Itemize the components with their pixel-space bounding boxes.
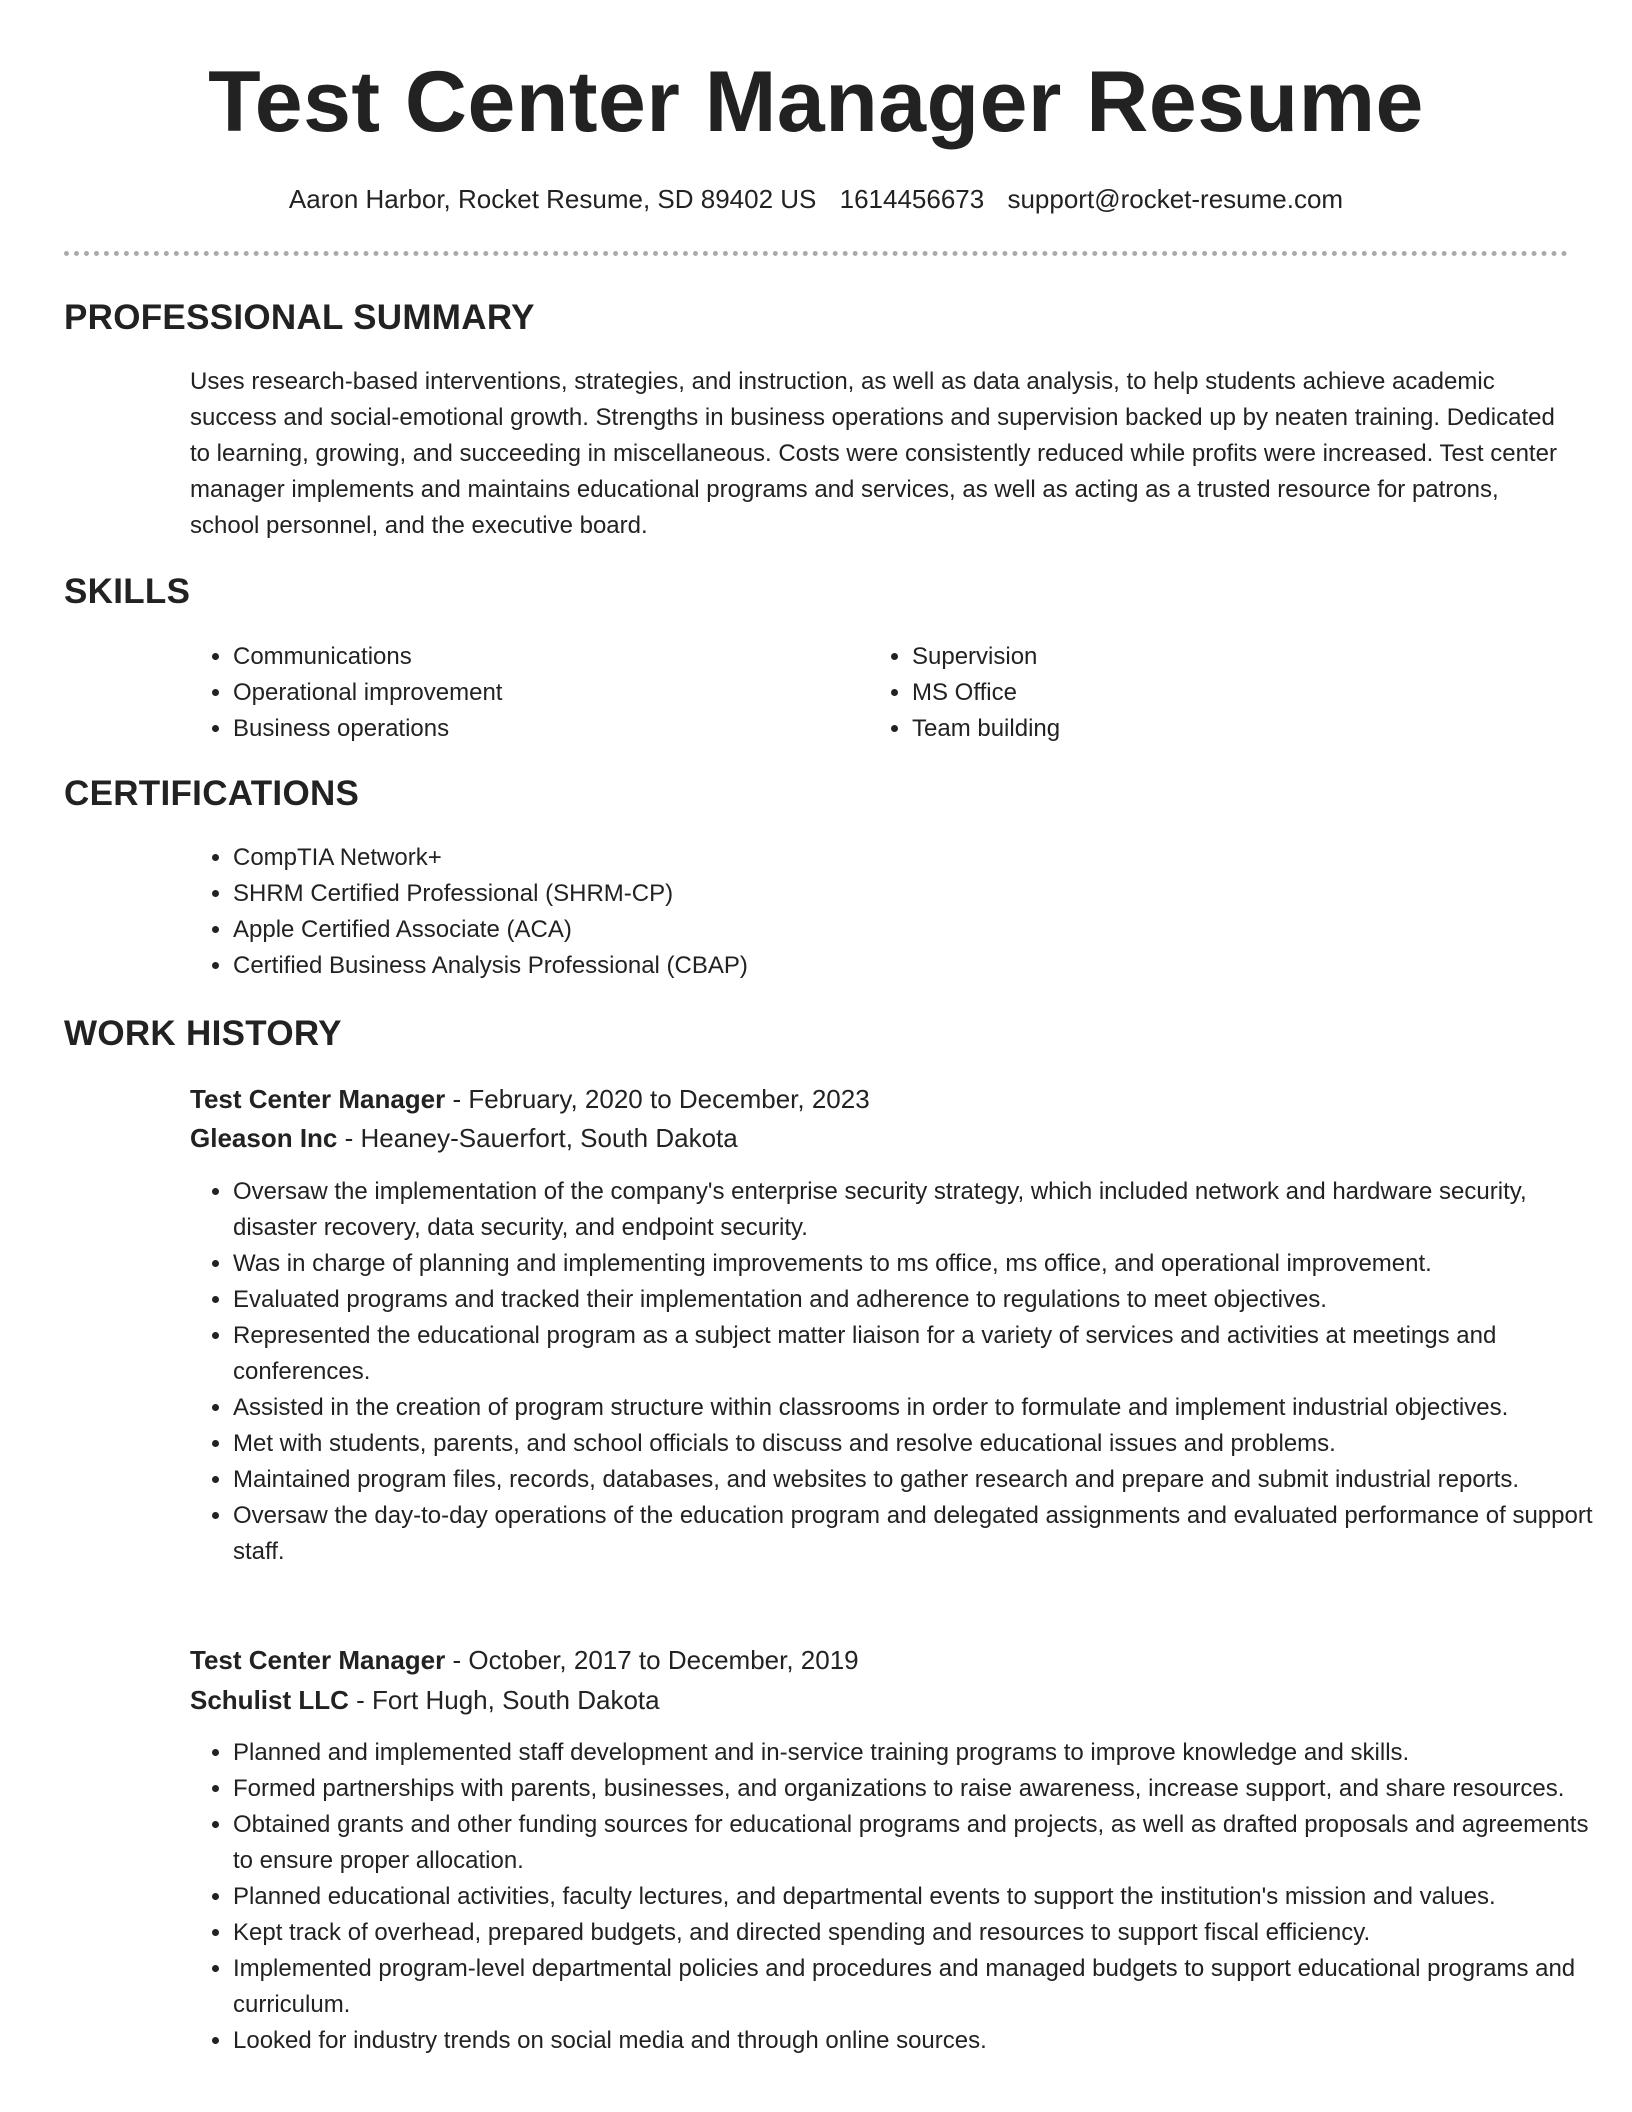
skill-item: • Operational improvement [233,675,833,711]
job-bullet: • Oversaw the day-to-day operations of the education program and delegated assignments and evaluated performance of support staff. [233,1498,1613,1570]
skills-list-left [190,639,833,747]
job-bullet: • Kept track of overhead, prepared budgets, and directed spending and resources to support fiscal efficiency. [233,1915,1613,1951]
skill-item: • Business operations [233,711,833,747]
skill-item: • MS Office [912,675,1512,711]
job-title-line [190,1641,859,1679]
job-title: Test Center Manager [190,1084,446,1114]
job-location: - Fort Hugh, South Dakota [348,1685,660,1715]
certification-item: • CompTIA Network+ [233,840,1533,876]
job-bullet: • Met with students, parents, and school officials to discuss and resolve educational issues and problems. [233,1426,1613,1462]
skill-item: • Supervision [912,639,1512,675]
contact-email: support@rocket-resume.com [1007,184,1344,214]
job-dates: - October, 2017 to December, 2019 [445,1645,859,1675]
certifications-list [190,840,1533,984]
job-bullet: • Represented the educational program as a subject matter liaison for a variety of services and activities at meetings and conferences. [233,1318,1613,1390]
certification-item: • Certified Business Analysis Professional (CBAP) [233,948,1533,984]
summary-text: Uses research-based interventions, strategies, and instruction, as well as data analysis, to help students achieve academic success and social-emotional growth. Strengths in business operations and supervision backed up by neaten training. Dedicated to learning, growing, and succeeding in miscellaneous. Costs were consistently reduced while profits were increased. Test center manager implements and maintains educational programs and services, as well as acting as a trusted resource for patrons, school personnel, and the executive board. [190,368,1557,539]
job-bullet: • Oversaw the implementation of the company's enterprise security strategy, which included network and hardware security, disaster recovery, data security, and endpoint security. [233,1174,1613,1246]
contact-phone: 1614456673 [839,184,985,214]
job-bullet: • Implemented program-level departmental policies and procedures and managed budgets to support educational programs and curriculum. [233,1951,1613,2023]
job-bullet: • Planned and implemented staff development and in-service training programs to improve knowledge and skills. [233,1735,1613,1771]
summary-heading: PROFESSIONAL SUMMARY [64,298,535,337]
skills-heading: SKILLS [64,572,191,611]
job-dates: - February, 2020 to December, 2023 [445,1084,870,1114]
job-bullet: • Obtained grants and other funding sources for educational programs and projects, as well as drafted proposals and agreements to ensure proper allocation. [233,1807,1613,1879]
skill-item: • Communications [233,639,833,675]
skills-list-right [869,639,1512,747]
certification-item: • SHRM Certified Professional (SHRM-CP) [233,876,1533,912]
contact-line [0,181,1632,217]
job-bullets [190,1174,1613,1570]
job-title: Test Center Manager [190,1645,446,1675]
job-title-line [190,1080,870,1118]
certification-item: • Apple Certified Associate (ACA) [233,912,1533,948]
job-company-line [190,1119,738,1157]
job-bullets [190,1735,1613,2059]
job-location: - Heaney-Sauerfort, South Dakota [337,1123,738,1153]
job-bullet: • Evaluated programs and tracked their implementation and adherence to regulations to meet objectives. [233,1282,1613,1318]
job-bullet: • Was in charge of planning and implementing improvements to ms office, ms office, and operational improvement. [233,1246,1613,1282]
contact-address: Aaron Harbor, Rocket Resume, SD 89402 US [288,184,817,214]
work-history-heading: WORK HISTORY [64,1014,342,1053]
job-bullet: • Planned educational activities, faculty lectures, and departmental events to support the institution's mission and values. [233,1879,1613,1915]
job-bullet: • Looked for industry trends on social media and through online sources. [233,2023,1613,2059]
job-company-line [190,1681,660,1719]
header-divider [64,251,1568,256]
job-company: Schulist LLC [190,1685,349,1715]
skill-item: • Team building [912,711,1512,747]
certifications-heading: CERTIFICATIONS [64,774,360,813]
job-bullet: • Assisted in the creation of program structure within classrooms in order to formulate and implement industrial objectives. [233,1390,1613,1426]
resume-title: Test Center Manager Resume [208,54,1424,150]
job-bullet: • Maintained program files, records, databases, and websites to gather research and prepare and submit industrial reports. [233,1462,1613,1498]
job-bullet: • Formed partnerships with parents, businesses, and organizations to raise awareness, increase support, and share resources. [233,1771,1613,1807]
job-company: Gleason Inc [190,1123,338,1153]
